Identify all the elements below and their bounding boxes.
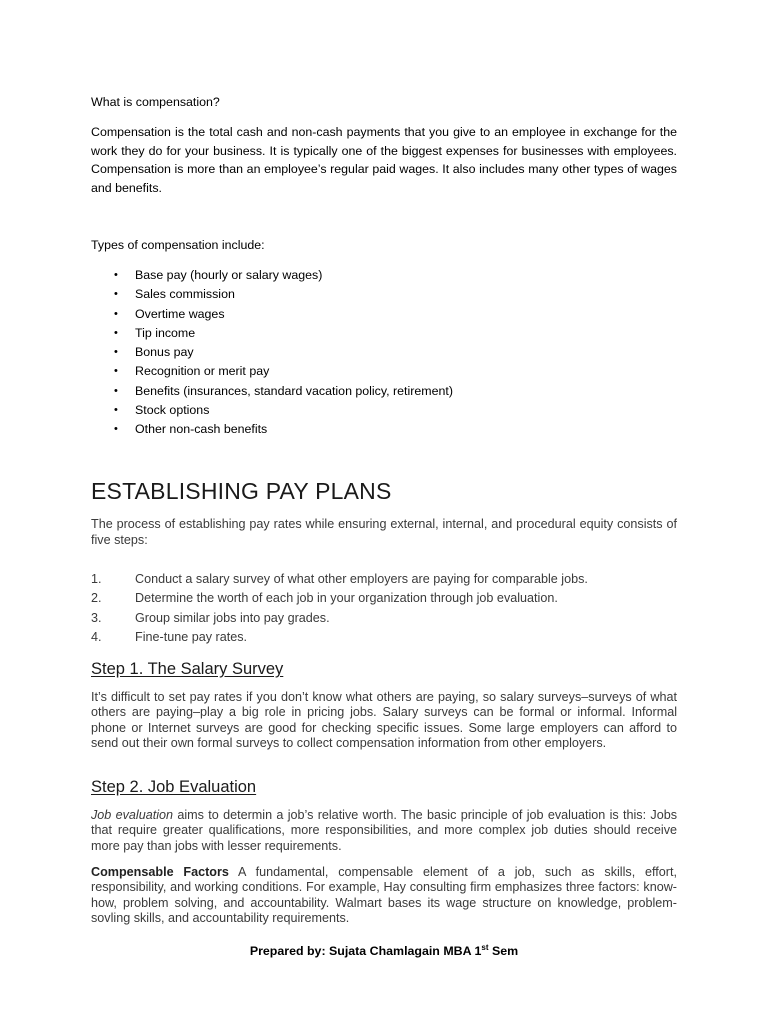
job-evaluation-paragraph	[91, 808, 677, 854]
bullet-icon: •	[114, 269, 118, 281]
list-item	[91, 382, 453, 401]
bullet-icon: •	[114, 326, 118, 339]
bullet-icon: •	[114, 307, 118, 320]
compensation-types-list	[91, 266, 453, 440]
bullet-icon: •	[114, 384, 118, 397]
list-item-text: Base pay (hourly or salary wages)	[135, 268, 323, 282]
step-number: 2.	[91, 591, 102, 606]
list-item	[91, 324, 453, 343]
step-number: 4.	[91, 629, 102, 644]
types-heading: Types of compensation include:	[91, 238, 265, 252]
list-item-text: Benefits (insurances, standard vacation policy, retirement)	[135, 383, 453, 398]
footer-suffix: Sem	[488, 944, 519, 958]
intro-paragraph: The process of establishing pay rates while ensuring external, internal, and procedural equity consists of five steps:	[91, 517, 677, 547]
step-item	[91, 589, 588, 608]
step-text: Determine the worth of each job in your organization through job evaluation.	[135, 591, 558, 606]
compensable-factors-paragraph	[91, 865, 677, 926]
list-item	[91, 285, 453, 304]
compensable-factors-text: A fundamental, compensable element of a job, such as skills, effort, responsibility, and working conditions. For example, Hay consulting firm emphasizes three factors: know-how, problem solving, and accountability. Walmart bases its wage structure on knowledge, problem-sovling skills, and accountability requirements.	[91, 865, 677, 925]
steps-list	[91, 570, 588, 647]
list-item-text: Other non-cash benefits	[135, 422, 268, 437]
bullet-icon: •	[114, 423, 118, 436]
list-item-text: Stock options	[135, 403, 210, 418]
compensable-factors-term: Compensable Factors	[91, 865, 229, 879]
list-item-text: Bonus pay	[135, 345, 194, 360]
step-text: Conduct a salary survey of what other employers are paying for comparable jobs.	[135, 572, 588, 586]
bullet-icon: •	[114, 404, 118, 417]
question-heading: What is compensation?	[91, 95, 220, 109]
list-item	[91, 343, 453, 362]
step-item	[91, 570, 588, 589]
page-footer	[0, 944, 768, 958]
job-evaluation-text: aims to determin a job’s relative worth. The basic principle of job evaluation is this: Jobs that require greater qualifications, more responsibilities, and more complex job duties should receive more pay than jobs with lesser requirements.	[91, 808, 677, 853]
list-item-text: Sales commission	[135, 287, 235, 302]
footer-superscript: st	[481, 943, 489, 952]
list-item	[91, 266, 453, 285]
section-title: ESTABLISHING PAY PLANS	[91, 478, 392, 504]
bullet-icon: •	[114, 346, 118, 359]
list-item-text: Tip income	[135, 325, 196, 340]
list-item	[91, 362, 453, 381]
step-text: Fine-tune pay rates.	[135, 629, 248, 644]
list-item-text: Overtime wages	[135, 306, 225, 321]
definition-paragraph: Compensation is the total cash and non-cash payments that you give to an employee in exchange for the work they do for your business. It is typically one of the biggest expenses for businesses with employees. Compensation is more than an employee’s regular paid wages. It also includes many other types of wages and benefits.	[91, 125, 677, 195]
list-item-text: Recognition or merit pay	[135, 364, 270, 379]
step-item	[91, 628, 588, 647]
list-item	[91, 401, 453, 420]
salary-survey-paragraph: It’s difficult to set pay rates if you don’t know what others are paying, so salary surveys–surveys of what others are paying–play a big role in pricing jobs. Salary surveys can be formal or informal. Informal phone or Internet surveys are good for checking specific issues. Some large employers can afford to send out their own formal surveys to collect compensation information from other employers.	[91, 690, 677, 750]
step-item	[91, 609, 588, 628]
job-evaluation-term: Job evaluation	[91, 808, 174, 822]
step-text: Group similar jobs into pay grades.	[135, 610, 330, 625]
bullet-icon: •	[114, 365, 118, 378]
step2-heading: Step 2. Job Evaluation	[91, 778, 257, 796]
bullet-icon: •	[114, 288, 118, 301]
step-number: 1.	[91, 572, 102, 586]
list-item	[91, 305, 453, 324]
step-number: 3.	[91, 610, 102, 625]
list-item	[91, 420, 453, 439]
step1-heading: Step 1. The Salary Survey	[91, 660, 284, 678]
footer-prefix: Prepared by: Sujata Chamlagain MBA 1	[249, 944, 482, 958]
